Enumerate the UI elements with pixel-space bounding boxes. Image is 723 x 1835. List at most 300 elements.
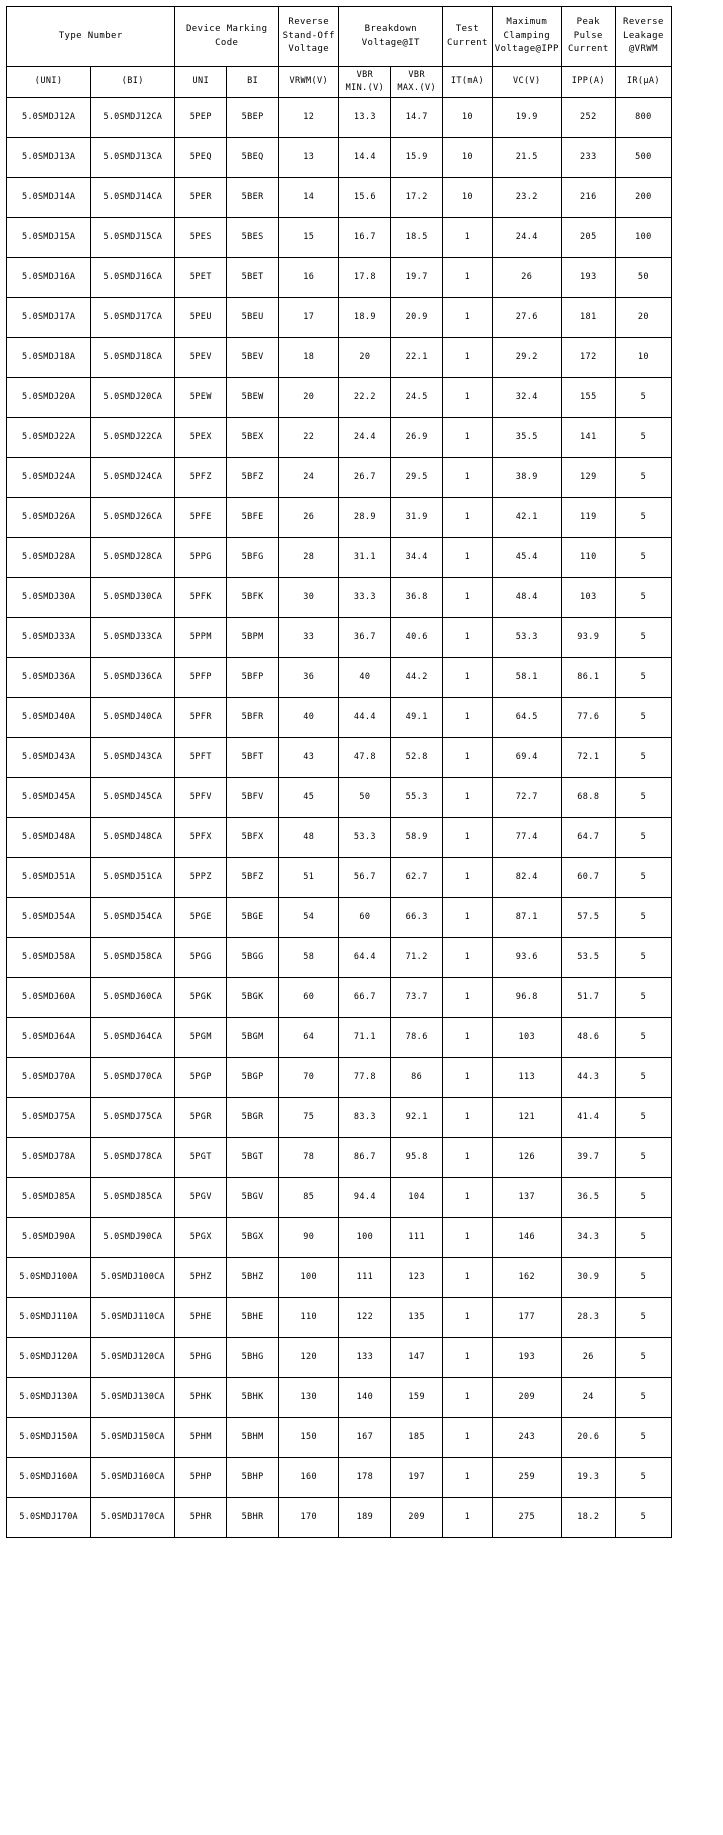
- cell-r11-c5: 31.1: [339, 537, 391, 577]
- cell-r2-c10: 200: [615, 177, 671, 217]
- cell-r25-c1: 5.0SMDJ75CA: [91, 1097, 175, 1137]
- table-row: [7, 577, 672, 617]
- cell-r17-c6: 55.3: [391, 777, 443, 817]
- cell-r5-c8: 27.6: [492, 297, 561, 337]
- cell-r29-c10: 5: [615, 1257, 671, 1297]
- cell-r7-c3: 5BEW: [227, 377, 279, 417]
- subheader-vbr-max-line2: MAX.(V): [397, 82, 436, 93]
- cell-r21-c9: 53.5: [561, 937, 615, 977]
- cell-r21-c8: 93.6: [492, 937, 561, 977]
- cell-r29-c4: 100: [279, 1257, 339, 1297]
- cell-r32-c3: 5BHK: [227, 1377, 279, 1417]
- cell-r16-c6: 52.8: [391, 737, 443, 777]
- cell-r2-c6: 17.2: [391, 177, 443, 217]
- table-row: [7, 737, 672, 777]
- cell-r21-c3: 5BGG: [227, 937, 279, 977]
- cell-r16-c4: 43: [279, 737, 339, 777]
- cell-r23-c5: 71.1: [339, 1017, 391, 1057]
- cell-r22-c7: 1: [443, 977, 493, 1017]
- cell-r7-c6: 24.5: [391, 377, 443, 417]
- cell-r28-c5: 100: [339, 1217, 391, 1257]
- cell-r14-c1: 5.0SMDJ36CA: [91, 657, 175, 697]
- cell-r16-c3: 5BFT: [227, 737, 279, 777]
- cell-r30-c6: 135: [391, 1297, 443, 1337]
- cell-r28-c1: 5.0SMDJ90CA: [91, 1217, 175, 1257]
- cell-r22-c0: 5.0SMDJ60A: [7, 977, 91, 1017]
- table-row: [7, 777, 672, 817]
- cell-r25-c4: 75: [279, 1097, 339, 1137]
- cell-r29-c8: 162: [492, 1257, 561, 1297]
- table-row: [7, 937, 672, 977]
- cell-r11-c4: 28: [279, 537, 339, 577]
- cell-r21-c10: 5: [615, 937, 671, 977]
- cell-r20-c10: 5: [615, 897, 671, 937]
- subheader-vbr-min-line1: VBR: [356, 70, 374, 80]
- cell-r14-c2: 5PFP: [175, 657, 227, 697]
- cell-r14-c4: 36: [279, 657, 339, 697]
- cell-r5-c5: 18.9: [339, 297, 391, 337]
- cell-r26-c7: 1: [443, 1137, 493, 1177]
- cell-r31-c9: 26: [561, 1337, 615, 1377]
- cell-r33-c0: 5.0SMDJ150A: [7, 1417, 91, 1457]
- table-row: [7, 817, 672, 857]
- cell-r24-c2: 5PGP: [175, 1057, 227, 1097]
- cell-r16-c10: 5: [615, 737, 671, 777]
- cell-r18-c2: 5PFX: [175, 817, 227, 857]
- cell-r3-c8: 24.4: [492, 217, 561, 257]
- cell-r5-c4: 17: [279, 297, 339, 337]
- cell-r15-c3: 5BFR: [227, 697, 279, 737]
- cell-r8-c4: 22: [279, 417, 339, 457]
- cell-r6-c0: 5.0SMDJ18A: [7, 337, 91, 377]
- cell-r26-c8: 126: [492, 1137, 561, 1177]
- cell-r14-c5: 40: [339, 657, 391, 697]
- cell-r5-c0: 5.0SMDJ17A: [7, 297, 91, 337]
- cell-r22-c5: 66.7: [339, 977, 391, 1017]
- header-mcv-line2: Clamping: [503, 30, 551, 41]
- cell-r31-c4: 120: [279, 1337, 339, 1377]
- cell-r16-c1: 5.0SMDJ43CA: [91, 737, 175, 777]
- cell-r22-c6: 73.7: [391, 977, 443, 1017]
- cell-r3-c10: 100: [615, 217, 671, 257]
- table-row: [7, 97, 672, 137]
- cell-r10-c9: 119: [561, 497, 615, 537]
- cell-r31-c8: 193: [492, 1337, 561, 1377]
- cell-r11-c10: 5: [615, 537, 671, 577]
- cell-r20-c4: 54: [279, 897, 339, 937]
- cell-r13-c0: 5.0SMDJ33A: [7, 617, 91, 657]
- cell-r25-c6: 92.1: [391, 1097, 443, 1137]
- subheader-col-8: VC(V): [492, 67, 561, 98]
- cell-r30-c4: 110: [279, 1297, 339, 1337]
- table-header: [7, 7, 672, 98]
- cell-r8-c3: 5BEX: [227, 417, 279, 457]
- table-row: [7, 377, 672, 417]
- cell-r12-c10: 5: [615, 577, 671, 617]
- cell-r11-c7: 1: [443, 537, 493, 577]
- table-row: [7, 1497, 672, 1537]
- cell-r24-c5: 77.8: [339, 1057, 391, 1097]
- cell-r15-c4: 40: [279, 697, 339, 737]
- cell-r7-c8: 32.4: [492, 377, 561, 417]
- cell-r7-c4: 20: [279, 377, 339, 417]
- cell-r17-c9: 68.8: [561, 777, 615, 817]
- table-body: [7, 97, 672, 1537]
- cell-r25-c0: 5.0SMDJ75A: [7, 1097, 91, 1137]
- cell-r30-c3: 5BHE: [227, 1297, 279, 1337]
- cell-r28-c4: 90: [279, 1217, 339, 1257]
- cell-r29-c1: 5.0SMDJ100CA: [91, 1257, 175, 1297]
- cell-r23-c7: 1: [443, 1017, 493, 1057]
- header-test-current: [443, 7, 493, 67]
- cell-r8-c7: 1: [443, 417, 493, 457]
- subheader-ir: IR(μA): [615, 67, 671, 98]
- cell-r10-c4: 26: [279, 497, 339, 537]
- cell-r1-c6: 15.9: [391, 137, 443, 177]
- cell-r35-c4: 170: [279, 1497, 339, 1537]
- cell-r13-c4: 33: [279, 617, 339, 657]
- table-row: [7, 417, 672, 457]
- cell-r15-c8: 64.5: [492, 697, 561, 737]
- cell-r7-c0: 5.0SMDJ20A: [7, 377, 91, 417]
- cell-r29-c5: 111: [339, 1257, 391, 1297]
- cell-r15-c5: 44.4: [339, 697, 391, 737]
- cell-r0-c5: 13.3: [339, 97, 391, 137]
- cell-r27-c6: 104: [391, 1177, 443, 1217]
- cell-r19-c6: 62.7: [391, 857, 443, 897]
- cell-r6-c9: 172: [561, 337, 615, 377]
- cell-r19-c3: 5BFZ: [227, 857, 279, 897]
- cell-r3-c0: 5.0SMDJ15A: [7, 217, 91, 257]
- cell-r3-c2: 5PES: [175, 217, 227, 257]
- cell-r34-c4: 160: [279, 1457, 339, 1497]
- cell-r17-c2: 5PFV: [175, 777, 227, 817]
- cell-r23-c2: 5PGM: [175, 1017, 227, 1057]
- cell-r6-c10: 10: [615, 337, 671, 377]
- cell-r27-c8: 137: [492, 1177, 561, 1217]
- cell-r30-c7: 1: [443, 1297, 493, 1337]
- cell-r16-c7: 1: [443, 737, 493, 777]
- cell-r30-c9: 28.3: [561, 1297, 615, 1337]
- cell-r20-c0: 5.0SMDJ54A: [7, 897, 91, 937]
- cell-r34-c2: 5PHP: [175, 1457, 227, 1497]
- table-row: [7, 657, 672, 697]
- cell-r32-c10: 5: [615, 1377, 671, 1417]
- cell-r2-c8: 23.2: [492, 177, 561, 217]
- cell-r1-c5: 14.4: [339, 137, 391, 177]
- cell-r24-c3: 5BGP: [227, 1057, 279, 1097]
- cell-r31-c0: 5.0SMDJ120A: [7, 1337, 91, 1377]
- cell-r18-c1: 5.0SMDJ48CA: [91, 817, 175, 857]
- cell-r28-c10: 5: [615, 1217, 671, 1257]
- cell-r14-c7: 1: [443, 657, 493, 697]
- cell-r21-c0: 5.0SMDJ58A: [7, 937, 91, 977]
- cell-r1-c9: 233: [561, 137, 615, 177]
- cell-r18-c10: 5: [615, 817, 671, 857]
- cell-r11-c8: 45.4: [492, 537, 561, 577]
- cell-r20-c5: 60: [339, 897, 391, 937]
- cell-r2-c3: 5BER: [227, 177, 279, 217]
- cell-r19-c8: 82.4: [492, 857, 561, 897]
- cell-r34-c7: 1: [443, 1457, 493, 1497]
- cell-r22-c1: 5.0SMDJ60CA: [91, 977, 175, 1017]
- cell-r4-c1: 5.0SMDJ16CA: [91, 257, 175, 297]
- cell-r25-c3: 5BGR: [227, 1097, 279, 1137]
- cell-r13-c9: 93.9: [561, 617, 615, 657]
- cell-r13-c8: 53.3: [492, 617, 561, 657]
- cell-r24-c9: 44.3: [561, 1057, 615, 1097]
- cell-r19-c10: 5: [615, 857, 671, 897]
- cell-r33-c4: 150: [279, 1417, 339, 1457]
- cell-r33-c5: 167: [339, 1417, 391, 1457]
- cell-r19-c1: 5.0SMDJ51CA: [91, 857, 175, 897]
- cell-r28-c7: 1: [443, 1217, 493, 1257]
- cell-r9-c4: 24: [279, 457, 339, 497]
- cell-r9-c10: 5: [615, 457, 671, 497]
- table-row: [7, 457, 672, 497]
- cell-r27-c1: 5.0SMDJ85CA: [91, 1177, 175, 1217]
- cell-r34-c0: 5.0SMDJ160A: [7, 1457, 91, 1497]
- cell-r24-c10: 5: [615, 1057, 671, 1097]
- cell-r0-c4: 12: [279, 97, 339, 137]
- cell-r2-c2: 5PER: [175, 177, 227, 217]
- cell-r28-c2: 5PGX: [175, 1217, 227, 1257]
- cell-r29-c3: 5BHZ: [227, 1257, 279, 1297]
- subheader-vbr-min: [339, 67, 391, 98]
- cell-r27-c4: 85: [279, 1177, 339, 1217]
- table-row: [7, 257, 672, 297]
- cell-r13-c1: 5.0SMDJ33CA: [91, 617, 175, 657]
- table-row: [7, 1457, 672, 1497]
- cell-r20-c8: 87.1: [492, 897, 561, 937]
- table-row: [7, 137, 672, 177]
- cell-r24-c7: 1: [443, 1057, 493, 1097]
- cell-r15-c1: 5.0SMDJ40CA: [91, 697, 175, 737]
- cell-r23-c3: 5BGM: [227, 1017, 279, 1057]
- cell-r30-c0: 5.0SMDJ110A: [7, 1297, 91, 1337]
- cell-r31-c7: 1: [443, 1337, 493, 1377]
- cell-r32-c4: 130: [279, 1377, 339, 1417]
- cell-r12-c7: 1: [443, 577, 493, 617]
- table-row: [7, 1177, 672, 1217]
- cell-r17-c8: 72.7: [492, 777, 561, 817]
- cell-r35-c6: 209: [391, 1497, 443, 1537]
- cell-r20-c7: 1: [443, 897, 493, 937]
- cell-r33-c7: 1: [443, 1417, 493, 1457]
- cell-r0-c1: 5.0SMDJ12CA: [91, 97, 175, 137]
- cell-r4-c0: 5.0SMDJ16A: [7, 257, 91, 297]
- cell-r26-c2: 5PGT: [175, 1137, 227, 1177]
- header-device-marking-code: [175, 7, 279, 67]
- cell-r8-c6: 26.9: [391, 417, 443, 457]
- cell-r22-c4: 60: [279, 977, 339, 1017]
- cell-r10-c8: 42.1: [492, 497, 561, 537]
- cell-r8-c9: 141: [561, 417, 615, 457]
- cell-r27-c10: 5: [615, 1177, 671, 1217]
- cell-r20-c9: 57.5: [561, 897, 615, 937]
- cell-r15-c2: 5PFR: [175, 697, 227, 737]
- cell-r16-c2: 5PFT: [175, 737, 227, 777]
- cell-r23-c8: 103: [492, 1017, 561, 1057]
- cell-r18-c6: 58.9: [391, 817, 443, 857]
- cell-r11-c6: 34.4: [391, 537, 443, 577]
- cell-r2-c7: 10: [443, 177, 493, 217]
- cell-r35-c9: 18.2: [561, 1497, 615, 1537]
- cell-r0-c6: 14.7: [391, 97, 443, 137]
- header-reverse-standoff-voltage: [279, 7, 339, 67]
- cell-r27-c3: 5BGV: [227, 1177, 279, 1217]
- cell-r4-c10: 50: [615, 257, 671, 297]
- cell-r3-c9: 205: [561, 217, 615, 257]
- table-row: [7, 177, 672, 217]
- subheader-uni-mark: UNI: [175, 67, 227, 98]
- cell-r3-c4: 15: [279, 217, 339, 257]
- subheader-it: IT(mA): [443, 67, 493, 98]
- header-mcv-line1: Maximum: [506, 17, 548, 28]
- cell-r25-c5: 83.3: [339, 1097, 391, 1137]
- cell-r6-c6: 22.1: [391, 337, 443, 377]
- header-group-row: [7, 7, 672, 67]
- cell-r16-c9: 72.1: [561, 737, 615, 777]
- header-device-marking-code-line1: Device Marking: [185, 24, 268, 34]
- cell-r25-c9: 41.4: [561, 1097, 615, 1137]
- cell-r20-c2: 5PGE: [175, 897, 227, 937]
- cell-r15-c6: 49.1: [391, 697, 443, 737]
- subheader-bi-type: (BI): [91, 67, 175, 98]
- header-rl-line2: Leakage: [623, 30, 664, 41]
- cell-r15-c9: 77.6: [561, 697, 615, 737]
- header-rl-line1: Reverse: [623, 17, 664, 28]
- cell-r13-c5: 36.7: [339, 617, 391, 657]
- cell-r5-c7: 1: [443, 297, 493, 337]
- cell-r32-c8: 209: [492, 1377, 561, 1417]
- cell-r18-c4: 48: [279, 817, 339, 857]
- header-device-marking-code-line2: Code: [215, 37, 239, 48]
- cell-r33-c8: 243: [492, 1417, 561, 1457]
- cell-r32-c9: 24: [561, 1377, 615, 1417]
- cell-r28-c3: 5BGX: [227, 1217, 279, 1257]
- cell-r27-c9: 36.5: [561, 1177, 615, 1217]
- cell-r1-c4: 13: [279, 137, 339, 177]
- table-row: [7, 217, 672, 257]
- cell-r21-c2: 5PGG: [175, 937, 227, 977]
- cell-r32-c7: 1: [443, 1377, 493, 1417]
- cell-r1-c8: 21.5: [492, 137, 561, 177]
- subheader-uni-type: (UNI): [7, 67, 91, 98]
- cell-r12-c0: 5.0SMDJ30A: [7, 577, 91, 617]
- header-sub-row: [7, 67, 672, 98]
- cell-r4-c5: 17.8: [339, 257, 391, 297]
- table-row: [7, 897, 672, 937]
- table-row: [7, 1257, 672, 1297]
- cell-r31-c10: 5: [615, 1337, 671, 1377]
- cell-r0-c7: 10: [443, 97, 493, 137]
- cell-r30-c5: 122: [339, 1297, 391, 1337]
- cell-r11-c2: 5PPG: [175, 537, 227, 577]
- cell-r4-c7: 1: [443, 257, 493, 297]
- table-row: [7, 1377, 672, 1417]
- cell-r6-c2: 5PEV: [175, 337, 227, 377]
- cell-r32-c0: 5.0SMDJ130A: [7, 1377, 91, 1417]
- cell-r14-c9: 86.1: [561, 657, 615, 697]
- table-row: [7, 1057, 672, 1097]
- cell-r33-c2: 5PHM: [175, 1417, 227, 1457]
- table-row: [7, 617, 672, 657]
- cell-r33-c10: 5: [615, 1417, 671, 1457]
- cell-r4-c2: 5PET: [175, 257, 227, 297]
- table-row: [7, 337, 672, 377]
- cell-r21-c4: 58: [279, 937, 339, 977]
- subheader-bi-mark: BI: [227, 67, 279, 98]
- electrical-characteristics-table: [6, 6, 672, 1538]
- cell-r2-c0: 5.0SMDJ14A: [7, 177, 91, 217]
- cell-r17-c4: 45: [279, 777, 339, 817]
- cell-r23-c10: 5: [615, 1017, 671, 1057]
- cell-r23-c0: 5.0SMDJ64A: [7, 1017, 91, 1057]
- cell-r1-c7: 10: [443, 137, 493, 177]
- cell-r3-c6: 18.5: [391, 217, 443, 257]
- cell-r26-c9: 39.7: [561, 1137, 615, 1177]
- cell-r27-c2: 5PGV: [175, 1177, 227, 1217]
- cell-r10-c0: 5.0SMDJ26A: [7, 497, 91, 537]
- cell-r22-c3: 5BGK: [227, 977, 279, 1017]
- cell-r18-c9: 64.7: [561, 817, 615, 857]
- cell-r25-c8: 121: [492, 1097, 561, 1137]
- cell-r4-c3: 5BET: [227, 257, 279, 297]
- table-row: [7, 977, 672, 1017]
- cell-r35-c0: 5.0SMDJ170A: [7, 1497, 91, 1537]
- cell-r35-c7: 1: [443, 1497, 493, 1537]
- cell-r33-c6: 185: [391, 1417, 443, 1457]
- cell-r31-c3: 5BHG: [227, 1337, 279, 1377]
- cell-r11-c9: 110: [561, 537, 615, 577]
- cell-r7-c10: 5: [615, 377, 671, 417]
- cell-r13-c6: 40.6: [391, 617, 443, 657]
- cell-r14-c8: 58.1: [492, 657, 561, 697]
- cell-r12-c5: 33.3: [339, 577, 391, 617]
- cell-r23-c9: 48.6: [561, 1017, 615, 1057]
- cell-r6-c1: 5.0SMDJ18CA: [91, 337, 175, 377]
- cell-r23-c6: 78.6: [391, 1017, 443, 1057]
- cell-r1-c2: 5PEQ: [175, 137, 227, 177]
- cell-r7-c7: 1: [443, 377, 493, 417]
- cell-r22-c10: 5: [615, 977, 671, 1017]
- cell-r9-c0: 5.0SMDJ24A: [7, 457, 91, 497]
- cell-r16-c0: 5.0SMDJ43A: [7, 737, 91, 777]
- subheader-vbr-max: [391, 67, 443, 98]
- cell-r20-c6: 66.3: [391, 897, 443, 937]
- cell-r20-c1: 5.0SMDJ54CA: [91, 897, 175, 937]
- header-peak-pulse-current: [561, 7, 615, 67]
- cell-r19-c4: 51: [279, 857, 339, 897]
- cell-r9-c6: 29.5: [391, 457, 443, 497]
- cell-r18-c0: 5.0SMDJ48A: [7, 817, 91, 857]
- cell-r30-c8: 177: [492, 1297, 561, 1337]
- cell-r17-c1: 5.0SMDJ45CA: [91, 777, 175, 817]
- table-row: [7, 1417, 672, 1457]
- subheader-col-4: VRWM(V): [279, 67, 339, 98]
- cell-r29-c9: 30.9: [561, 1257, 615, 1297]
- cell-r16-c5: 47.8: [339, 737, 391, 777]
- cell-r0-c8: 19.9: [492, 97, 561, 137]
- cell-r9-c9: 129: [561, 457, 615, 497]
- cell-r4-c6: 19.7: [391, 257, 443, 297]
- cell-r12-c3: 5BFK: [227, 577, 279, 617]
- cell-r28-c0: 5.0SMDJ90A: [7, 1217, 91, 1257]
- cell-r9-c5: 26.7: [339, 457, 391, 497]
- cell-r12-c6: 36.8: [391, 577, 443, 617]
- table-row: [7, 537, 672, 577]
